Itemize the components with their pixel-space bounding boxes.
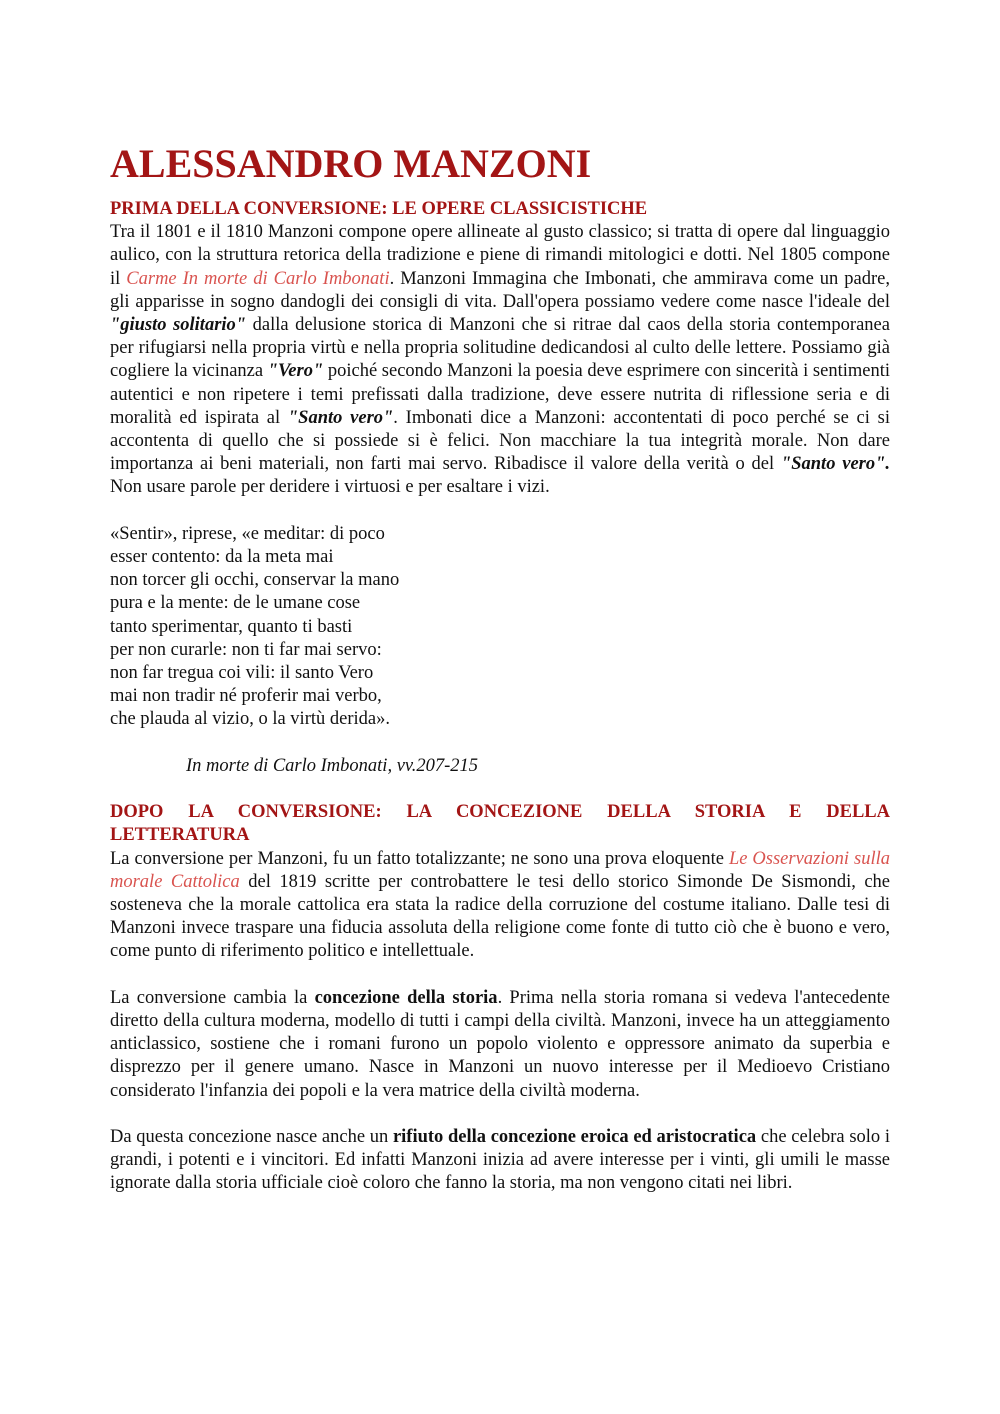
- spacer: [110, 964, 890, 987]
- text-run: che celebra solo i grandi, i potenti e i vincitori. Ed infatti Manzoni inizia ad avere interesse per i vinti, gli umili le masse ignorate dalla storia ufficiale cioè coloro che fanno la storia, ma non vengono citati nei libri.: [110, 1127, 891, 1194]
- text-run: Tra il 1801 e il 1810 Manzoni compone opere allineate al gusto classico; si tratta di opere dal linguaggio aulico, con la struttura retorica della tradizione e piene di rimandi mitologici e dotti. Nel 1805 compone il: [110, 222, 890, 289]
- emphasis-vero: "Vero": [267, 361, 324, 382]
- poem-citation: In morte di Carlo Imbonati, vv.207-215: [186, 755, 479, 776]
- section-heading-after-conversion-line2: LETTERATURA: [110, 825, 250, 846]
- text-run: Non usare parole per deridere i virtuosi e per esaltare i vizi.: [110, 477, 550, 498]
- emphasis-giusto-solitario: "giusto solitario": [110, 315, 247, 336]
- poem-line: mai non tradir né proferir mai verbo,: [110, 686, 382, 707]
- work-title-osservazioni: Le Osservazioni sulla morale Cattolica: [110, 848, 890, 892]
- poem-line: tanto sperimentar, quanto ti basti: [110, 616, 353, 637]
- document-title: ALESSANDRO MANZONI: [110, 141, 592, 186]
- work-title-carme: Carme In morte di Carlo Imbonati: [126, 268, 390, 289]
- text-run: . Manzoni Immagina che Imbonati, che ammirava come un padre, gli apparisse in sogno dandogli dei consigli di vita. Dall'opera possiamo vedere come nasce l'ideale del: [110, 268, 890, 312]
- spacer: [110, 500, 890, 523]
- text-run: La conversione cambia la: [110, 987, 315, 1008]
- bold-rifiuto-concezione: rifiuto della concezione eroica ed aristocratica: [392, 1127, 757, 1148]
- emphasis-santo-vero-2: "Santo vero".: [780, 454, 890, 475]
- section-heading-after-conversion: DOPO LA CONVERSIONE: LA CONCEZIONE DELLA STORIA E DELLA: [110, 802, 890, 823]
- spacer: [110, 778, 890, 801]
- bold-concezione-storia: concezione della storia: [314, 987, 498, 1008]
- paragraph-rejection-heroic: [110, 1126, 890, 1196]
- poem-line: non torcer gli occhi, conservar la mano: [110, 570, 400, 591]
- poem-line: esser contento: da la meta mai: [110, 547, 334, 568]
- text-run: La conversione per Manzoni, fu un fatto totalizzante; ne sono una prova eloquente: [110, 848, 729, 869]
- section-heading-before-conversion: PRIMA DELLA CONVERSIONE: LE OPERE CLASSICISTICHE: [110, 199, 648, 219]
- paragraph-conversion: [110, 848, 890, 964]
- poem-line: pura e la mente: de le umane cose: [110, 593, 361, 614]
- emphasis-santo-vero: "Santo vero": [287, 407, 394, 428]
- poem-line: per non curarle: non ti far mai servo:: [110, 639, 382, 660]
- paragraph-classicist-works: [110, 221, 890, 499]
- poem-line: che plauda al vizio, o la virtù derida».: [110, 709, 390, 730]
- spacer: [110, 732, 890, 755]
- text-run: del 1819 scritte per controbattere le tesi dello storico Simonde De Sismondi, che sosteneva che la morale cattolica era stata la radice della corruzione del costume italiano. Dalle tesi di Manzoni invece traspare una fiducia assoluta della religione come fonte di tutto ciò che è buono e vero, come punto di riferimento politico e intellettuale.: [110, 871, 890, 962]
- text-run: dalla delusione storica di Manzoni che si ritrae dal caos della storia contemporanea per rifugiarsi nella propria virtù e nella propria solitudine dedicandosi al culto delle lettere. Possiamo già cogliere la vicinanza: [110, 315, 890, 382]
- text-run: Da questa concezione nasce anche un: [110, 1127, 393, 1148]
- poem-excerpt: [110, 523, 890, 732]
- poem-line: non far tregua coi vili: il santo Vero: [110, 663, 374, 684]
- text-run: . Prima nella storia romana si vedeva l'antecedente diretto della cultura moderna, modello di tutti i campi della civiltà. Manzoni, invece ha un atteggiamento anticlassico, sostiene che i romani furono un popolo violento e oppressore animato da superbia e disprezzo per il genere umano. Nasce in Manzoni un nuovo interesse per il Medioevo Cristiano considerato l'infanzia dei popoli e la vera matrice della civiltà moderna.: [110, 987, 890, 1101]
- spacer: [110, 1103, 890, 1126]
- poem-line: «Sentir», riprese, «e meditar: di poco: [110, 523, 385, 544]
- paragraph-concept-of-history: [110, 987, 890, 1103]
- text-run: . Imbonati dice a Manzoni: accontentati di poco perché se ci si accontenta di quello che si possiede si è felici. Non macchiare la tua integrità morale. Non dare importanza ai beni materiali, non farti mai servo. Ribadisce il valore della verità o del: [110, 407, 890, 475]
- text-run: poiché secondo Manzoni la poesia deve esprimere con sincerità i sentimenti autentici e non ripetere i temi prefissati dalla tradizione, deve essere nutrita di riflessione seria e di moralità ed ispirata al: [110, 361, 890, 428]
